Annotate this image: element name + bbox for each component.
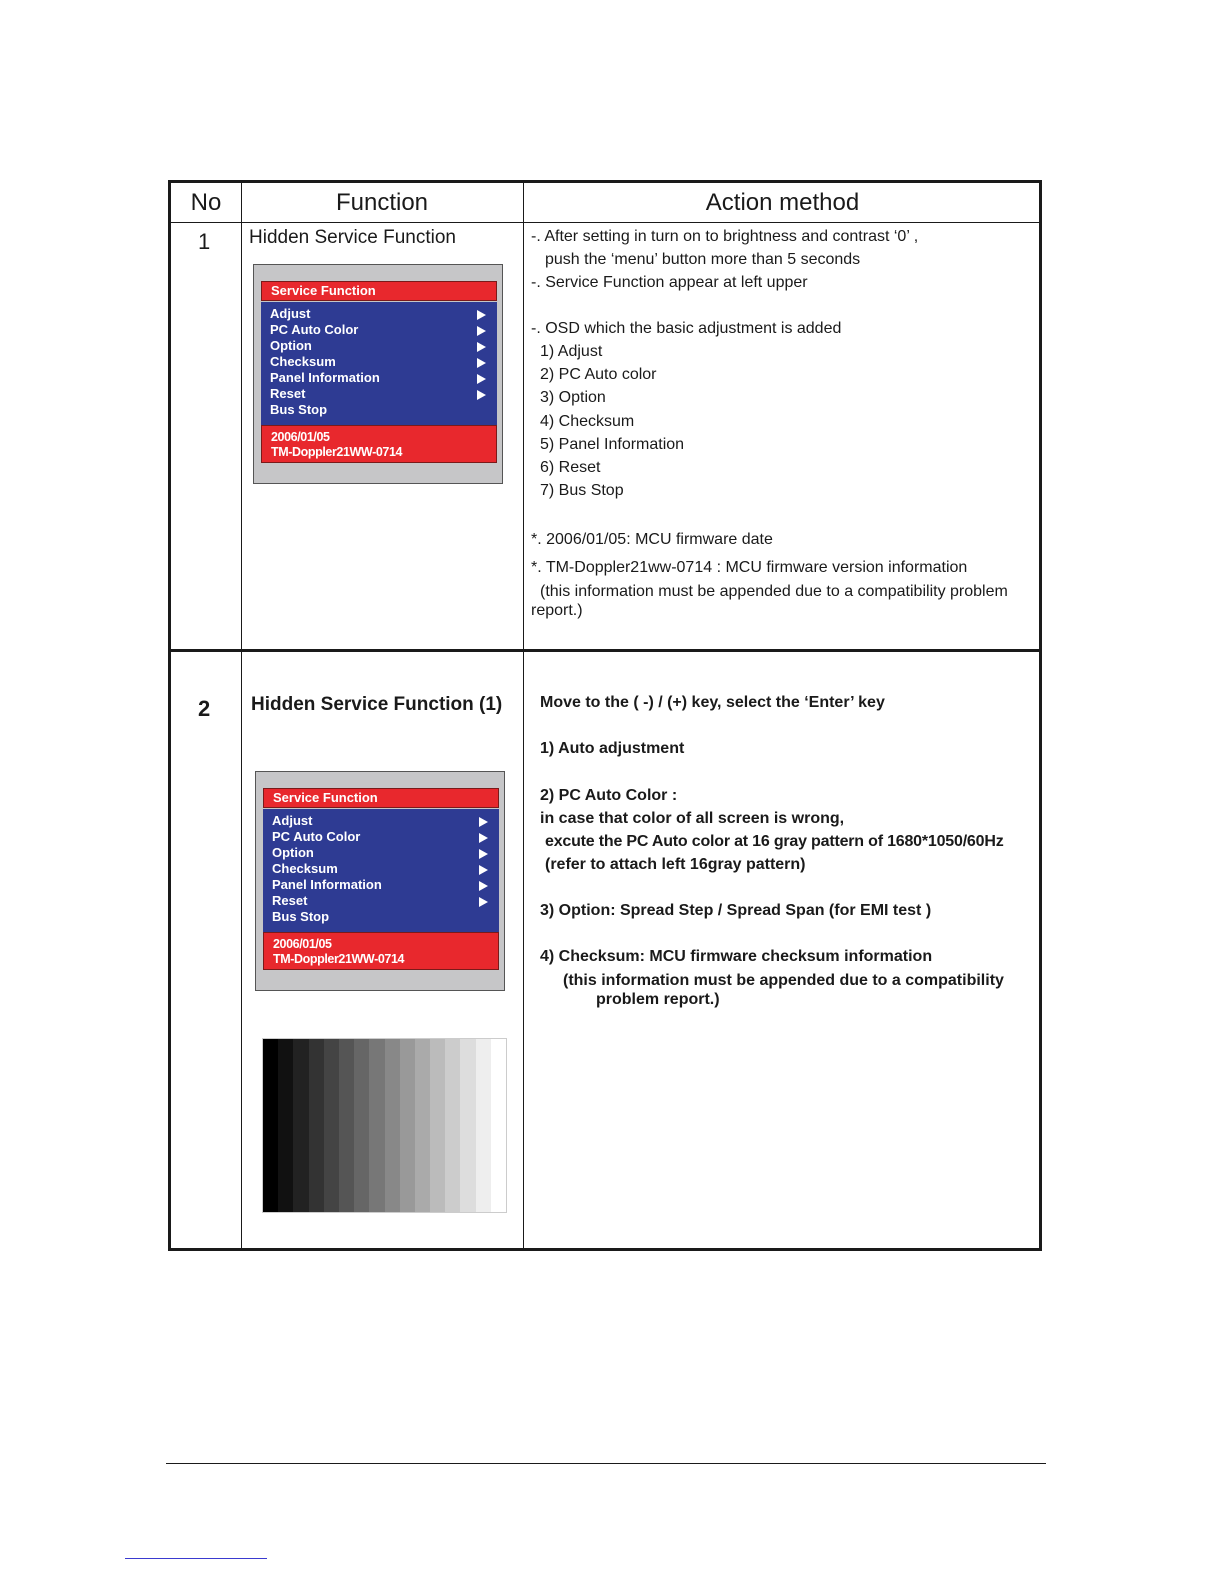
osd-title: Service Function: [263, 788, 499, 808]
osd-item-panel-information: Panel Information: [272, 877, 382, 892]
action-line: report.): [531, 602, 583, 619]
triangle-right-icon: [479, 865, 488, 875]
triangle-right-icon: [477, 358, 486, 368]
osd-item-panel-information: Panel Information: [270, 370, 380, 385]
action-line: in case that color of all screen is wrong,: [540, 810, 845, 827]
gray-bar-3: [293, 1039, 308, 1212]
triangle-right-icon: [477, 310, 486, 320]
osd-item-checksum: Checksum: [272, 861, 338, 876]
osd-item-pc-auto-color: PC Auto Color: [270, 322, 359, 337]
triangle-right-icon: [479, 881, 488, 891]
action-line: excute the PC Auto color at 16 gray pattern of 1680*1050/60Hz: [545, 833, 1004, 850]
osd-item-reset: Reset: [272, 893, 308, 908]
action-line: problem report.): [596, 991, 720, 1008]
row-divider: [171, 649, 1039, 652]
action-line: Move to the ( -) / (+) key, select the ‘Enter’ key: [540, 694, 885, 711]
osd-item-checksum: Checksum: [270, 354, 336, 369]
triangle-right-icon: [479, 897, 488, 907]
gray-bar-4: [309, 1039, 324, 1212]
osd-item-option: Option: [270, 338, 312, 353]
gray-bar-1: [263, 1039, 278, 1212]
row-number: 2: [198, 696, 211, 721]
osd-title: Service Function: [261, 281, 497, 301]
header-divider: [171, 222, 1039, 223]
triangle-right-icon: [479, 817, 488, 827]
osd-item-bus-stop: Bus Stop: [272, 909, 330, 924]
osd-firmware-info: [261, 425, 497, 463]
gray-bar-12: [430, 1039, 445, 1212]
action-note: *. 2006/01/05: MCU firmware date: [531, 531, 773, 548]
function-title: Hidden Service Function: [249, 227, 456, 248]
osd-item-option: Option: [272, 845, 314, 860]
osd-item-bus-stop: Bus Stop: [270, 402, 328, 417]
action-line: 6) Reset: [540, 459, 601, 476]
osd-item-adjust: Adjust: [270, 306, 311, 321]
osd-menu-list: [261, 302, 497, 425]
header-no: No: [190, 189, 222, 216]
column-divider: [523, 183, 524, 1248]
triangle-right-icon: [477, 326, 486, 336]
osd-firmware-version: TM-Doppler21WW-0714: [273, 952, 405, 966]
osd-item-reset: Reset: [270, 386, 306, 401]
action-line: 1) Adjust: [540, 343, 603, 360]
gray-bar-13: [445, 1039, 460, 1212]
action-line: 2) PC Auto color: [540, 366, 657, 383]
osd-item-adjust: Adjust: [272, 813, 313, 828]
action-line: 3) Option: Spread Step / Spread Span (for EMI test ): [540, 902, 932, 919]
action-line: 2) PC Auto Color :: [540, 787, 678, 804]
action-line: 4) Checksum: [540, 413, 635, 430]
gray-bar-16: [491, 1039, 506, 1212]
function-title: Hidden Service Function (1): [251, 694, 503, 715]
action-line: -. After setting in turn on to brightness and contrast ‘0’ ,: [531, 228, 919, 245]
header-action-method: Action method: [705, 189, 860, 216]
gray-bar-14: [460, 1039, 475, 1212]
footer-rule: [166, 1463, 1046, 1464]
triangle-right-icon: [477, 390, 486, 400]
osd-firmware-date: 2006/01/05: [271, 430, 330, 444]
action-line: 3) Option: [540, 389, 606, 406]
triangle-right-icon: [477, 374, 486, 384]
osd-firmware-date: 2006/01/05: [273, 937, 332, 951]
gray-bar-10: [400, 1039, 415, 1212]
triangle-right-icon: [479, 849, 488, 859]
action-note: *. TM-Doppler21ww-0714 : MCU firmware version information: [531, 559, 968, 576]
gray-bar-7: [354, 1039, 369, 1212]
triangle-right-icon: [479, 833, 488, 843]
osd-service-menu: [253, 264, 503, 484]
action-line: (refer to attach left 16gray pattern): [545, 856, 806, 873]
osd-firmware-version: TM-Doppler21WW-0714: [271, 445, 403, 459]
action-line: 5) Panel Information: [540, 436, 685, 453]
action-line: 7) Bus Stop: [540, 482, 624, 499]
row-number: 1: [198, 229, 211, 254]
osd-item-pc-auto-color: PC Auto Color: [272, 829, 361, 844]
gray-bar-15: [476, 1039, 491, 1212]
action-line: (this information must be appended due to a compatibility problem: [540, 583, 1008, 600]
osd-firmware-info: [263, 932, 499, 970]
action-line: push the ‘menu’ button more than 5 seconds: [545, 251, 861, 268]
osd-menu-list: [263, 809, 499, 932]
gray-bar-5: [324, 1039, 339, 1212]
osd-service-menu: [255, 771, 505, 991]
action-line: -. Service Function appear at left upper: [531, 274, 808, 291]
action-line: 1) Auto adjustment: [540, 740, 685, 757]
header-function: Function: [335, 189, 429, 216]
gray-bar-8: [369, 1039, 384, 1212]
action-line: -. OSD which the basic adjustment is added: [531, 320, 842, 337]
gray-bar-2: [278, 1039, 293, 1212]
footer-link-underline: [125, 1558, 267, 1559]
gray-bar-6: [339, 1039, 354, 1212]
gray-bar-11: [415, 1039, 430, 1212]
column-divider: [241, 183, 242, 1248]
triangle-right-icon: [477, 342, 486, 352]
action-line: 4) Checksum: MCU firmware checksum information: [540, 948, 933, 965]
action-line: (this information must be appended due to a compatibility: [563, 972, 1004, 989]
gray-16-pattern: [262, 1038, 507, 1213]
gray-bar-9: [385, 1039, 400, 1212]
